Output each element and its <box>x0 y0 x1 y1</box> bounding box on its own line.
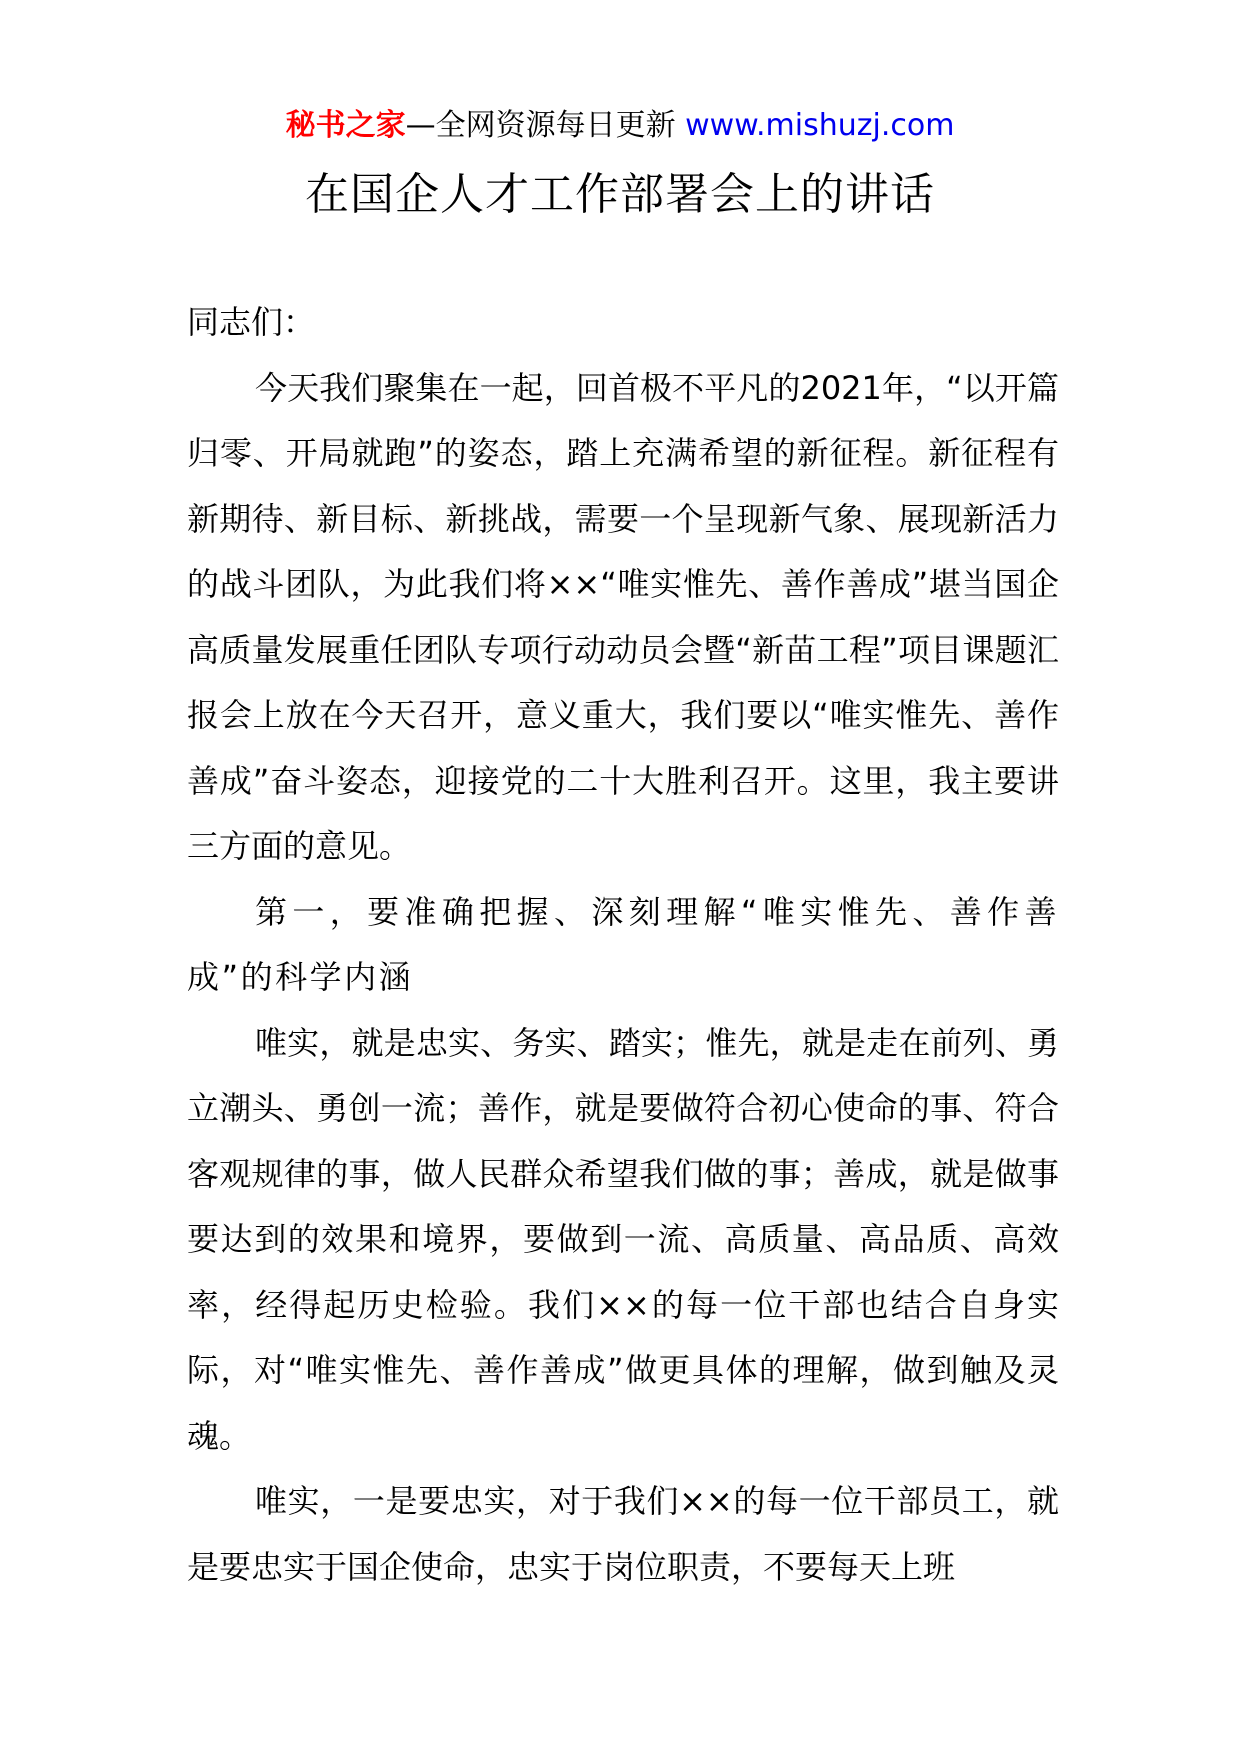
body-paragraph: 今天我们聚集在一起，回首极不平凡的2021年，“以开篇归零、开局就跑”的姿态，踏上充满希望的新征程。新征程有新期待、新目标、新挑战，需要一个呈现新气象、展现新活力的战斗团队，为此我们将××“唯实惟先、善作善成”堪当国企高质量发展重任团队专项行动动员会暨“新苗工程”项目课题汇报会上放在今天召开，意义重大，我们要以“唯实惟先、善作善成”奋斗姿态，迎接党的二十大胜利召开。这里，我主要讲三方面的意见。 <box>187 368 1059 865</box>
site-header <box>0 103 1240 149</box>
header-tagline: —全网资源每日更新 <box>405 108 686 143</box>
document-title: 在国企人才工作部署会上的讲话 <box>305 169 935 220</box>
body-paragraph: 唯实，一是要忠实，对于我们××的每一位干部员工，就是要忠实于国企使命，忠实于岗位职责，不要每天上班 <box>187 1482 1059 1586</box>
section-heading: 第一，要准确把握、深刻理解“唯实惟先、善作善成”的科学内涵 <box>187 892 1059 996</box>
site-url-link[interactable]: www.mishuzj.com <box>685 108 955 143</box>
body-paragraph: 唯实，就是忠实、务实、踏实；惟先，就是走在前列、勇立潮头、勇创一流；善作，就是要做符合初心使命的事、符合客观规律的事，做人民群众希望我们做的事；善成，就是做事要达到的效果和境界，要做到一流、高质量、高品质、高效率，经得起历史检验。我们××的每一位干部也结合自身实际，对“唯实惟先、善作善成”做更具体的理解，做到触及灵魂。 <box>187 1023 1059 1455</box>
salutation: 同志们： <box>187 303 316 341</box>
document-body <box>187 290 1059 1600</box>
brand-name: 秘书之家 <box>285 108 406 143</box>
